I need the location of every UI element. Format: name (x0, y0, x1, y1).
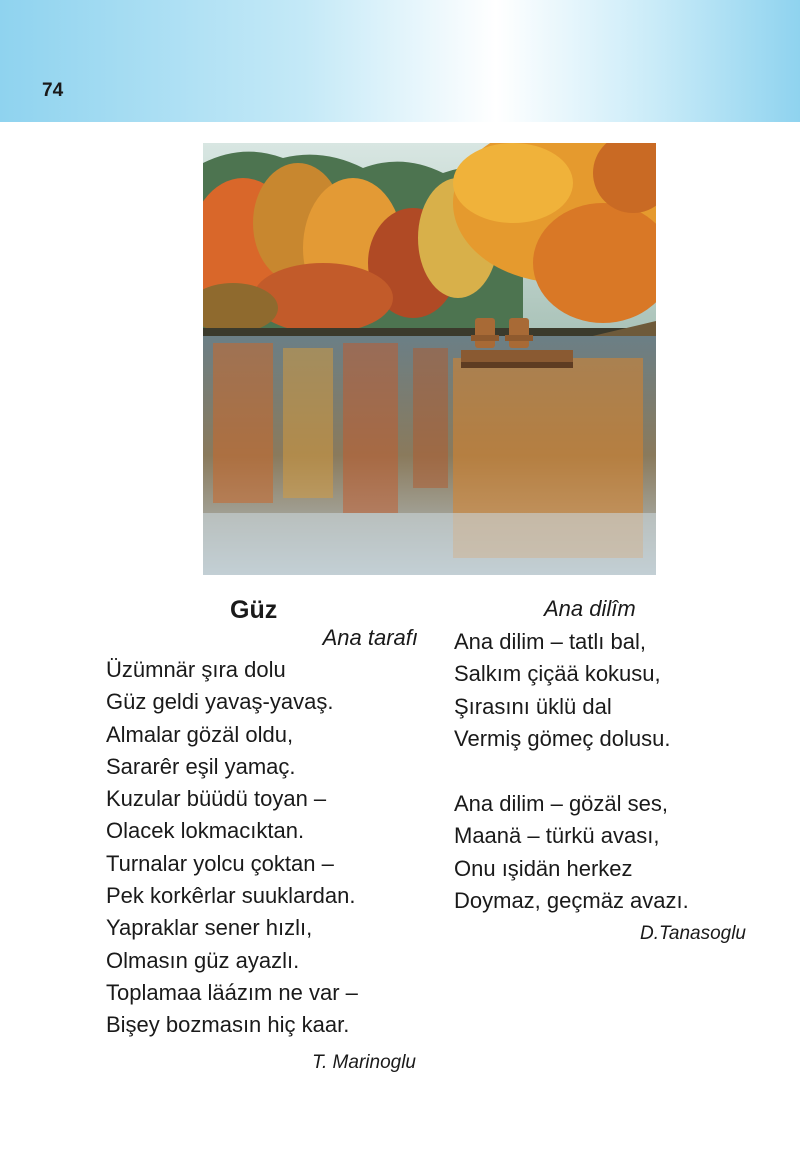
poem-line: Vermiş gömeç dolusu. (454, 725, 671, 751)
poem-line: Doymaz, geçmäz avazı. (454, 888, 689, 914)
page-header-band (0, 0, 800, 122)
autumn-lake-photo (203, 143, 656, 575)
poem-line: Olmasın güz ayazlı. (106, 947, 300, 973)
poem-line: Bişey bozmasın hiç kaar. (106, 1012, 350, 1038)
page-number: 74 (42, 80, 64, 101)
poem-author-guz: T. Marinoglu (312, 1051, 416, 1073)
poem-line: Üzümnär şıra dolu (106, 657, 286, 682)
poem-line: Sararêr eşil yamaç. (106, 753, 296, 779)
poem-line: Olacek lokmacıktan. (106, 818, 305, 844)
poem-line: Ana dilim – gözäl ses, (454, 791, 668, 817)
poem-guz (106, 592, 436, 1078)
poem-line: Güz geldi yavaş-yavaş. (106, 689, 334, 715)
poem-author-ana-dilim: D.Tanasoglu (640, 923, 746, 945)
poem-line: Şırasını üklü dal (454, 693, 612, 719)
poem-line: Pek korkêrlar suuklardan. (106, 883, 356, 909)
poem-line: Turnalar yolcu çoktan – (106, 850, 334, 876)
poem-title-guz: Güz (230, 596, 278, 624)
poem-subtitle-guz: Ana tarafı (322, 625, 418, 650)
poem-line: Toplamaa läázım ne var – (106, 979, 358, 1005)
poem-line: Onu ışidän herkez (454, 855, 633, 881)
poem-line: Ana dilim – tatlı bal, (454, 629, 646, 654)
poem-line: Maanä – türkü avası, (454, 823, 660, 849)
poem-line: Yapraklar sener hızlı, (106, 915, 313, 941)
poem-line: Almalar gözäl oldu, (106, 721, 294, 747)
poem-line: Salkım çiçää kokusu, (454, 661, 661, 687)
poem-title-ana-dilim: Ana dilîm (544, 596, 636, 621)
stanza-gap (454, 755, 754, 788)
poem-line: Kuzular büüdü toyan – (106, 786, 327, 812)
poem-ana-dilim (454, 592, 754, 949)
